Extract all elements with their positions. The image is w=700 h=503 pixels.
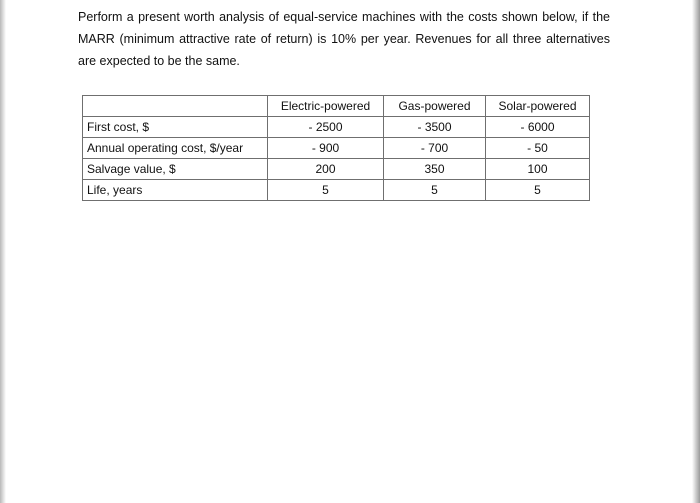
row-label: Salvage value, $ [83,159,268,180]
cell-solar: - 50 [486,138,590,159]
cell-electric: 200 [268,159,384,180]
cell-gas: 350 [384,159,486,180]
table-row-annual-operating-cost [83,138,590,159]
page-edge-shadow-left [0,0,6,503]
cell-solar: - 6000 [486,117,590,138]
problem-statement: Perform a present worth analysis of equal-service machines with the costs shown below, if the MARR (minimum attractive rate of return) is 10% per year. Revenues for all three alternatives are expected to be the same. [78,10,610,68]
header-electric-powered: Electric-powered [268,96,384,117]
cell-electric: - 2500 [268,117,384,138]
table-row-salvage-value [83,159,590,180]
table-header-row [83,96,590,117]
cell-solar: 100 [486,159,590,180]
row-label: First cost, $ [83,117,268,138]
cell-gas: - 700 [384,138,486,159]
table-corner-cell [83,96,268,117]
cell-electric: 5 [268,180,384,201]
row-label: Life, years [83,180,268,201]
row-label: Annual operating cost, $/year [83,138,268,159]
cell-gas: - 3500 [384,117,486,138]
alternatives-cost-table [82,95,590,201]
header-gas-powered: Gas-powered [384,96,486,117]
table-row-life [83,180,590,201]
cell-gas: 5 [384,180,486,201]
table-row-first-cost [83,117,590,138]
cell-solar: 5 [486,180,590,201]
page-edge-shadow-right [692,0,700,503]
header-solar-powered: Solar-powered [486,96,590,117]
cell-electric: - 900 [268,138,384,159]
